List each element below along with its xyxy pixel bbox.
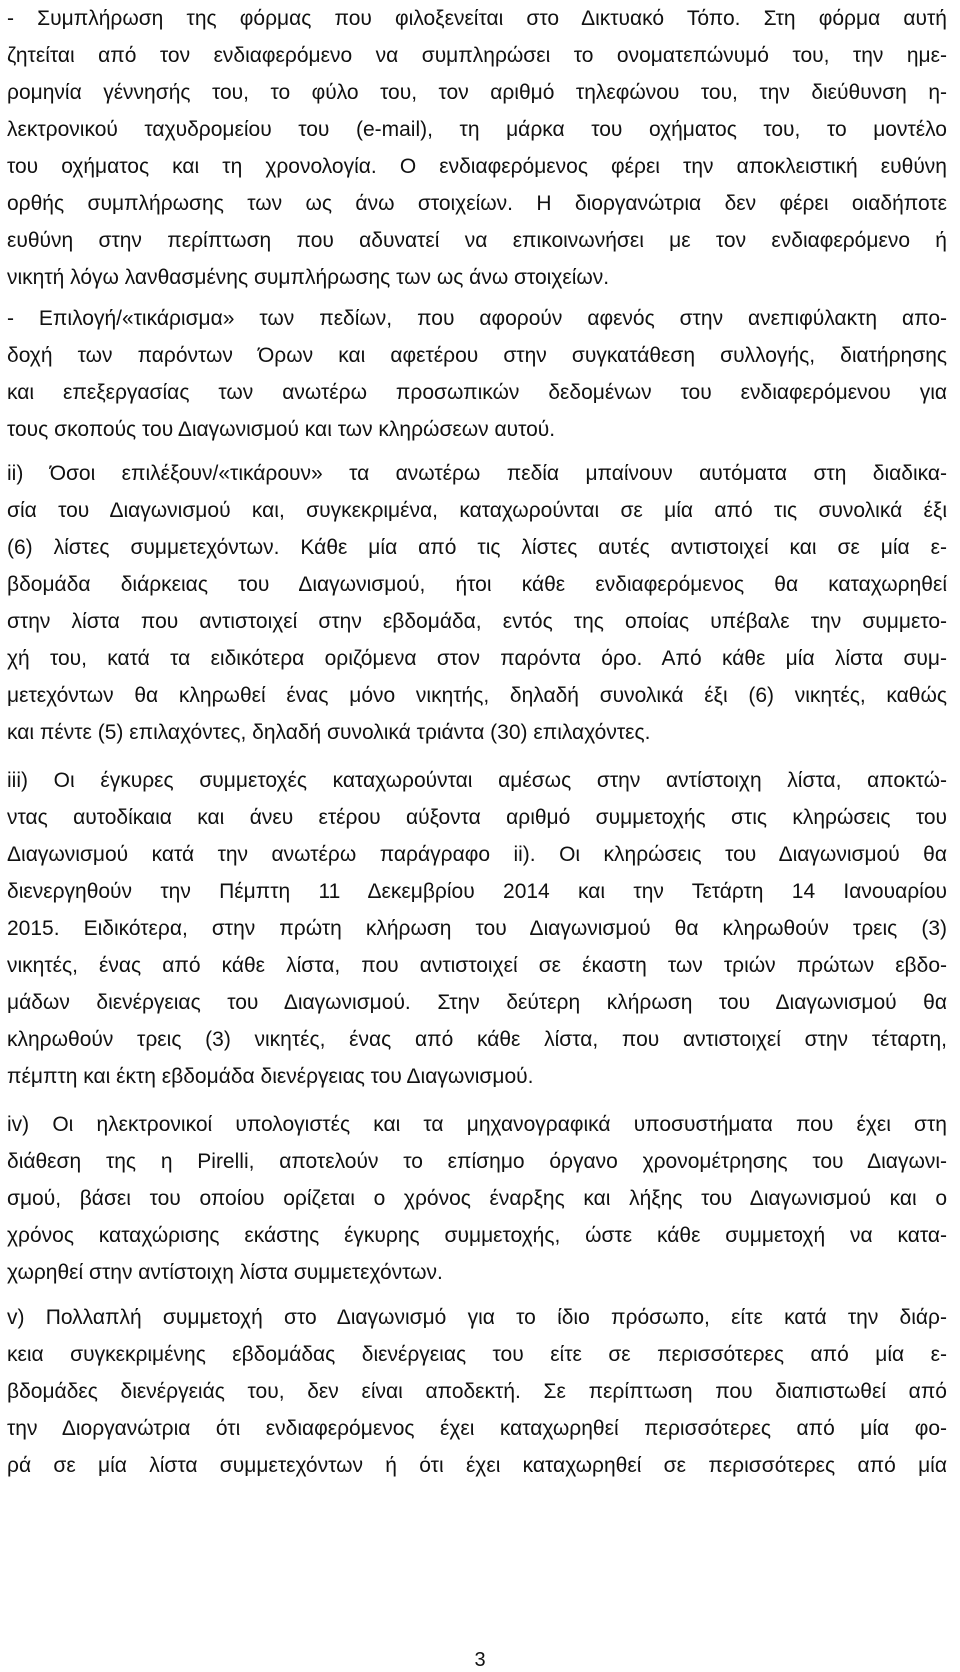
- text-line: νικητή λόγω λανθασμένης συμπλήρωσης των ως άνω στοιχείων.: [7, 266, 610, 289]
- text-line: χή του, κατά τα ειδικότερα οριζόμενα στον παρόντα όρο. Από κάθε μία λίστα συμ-: [7, 647, 947, 670]
- text-line: ζητείται από τον ενδιαφερόμενο να συμπληρώσει το ονοματεπώνυμό του, την ημε-: [7, 44, 947, 67]
- text-line: ρά σε μία λίστα συμμετεχόντων ή ότι έχει καταχωρηθεί σε περισσότερες από μία: [7, 1454, 947, 1477]
- text-line: ευθύνη στην περίπτωση που αδυνατεί να επικοινωνήσει με τον ενδιαφερόμενο ή: [7, 229, 947, 252]
- text-line: δοχή των παρόντων Όρων και αφετέρου στην συγκατάθεση συλλογής, διατήρησης: [7, 344, 947, 367]
- text-line: βδομάδες διενέργειάς του, δεν είναι αποδεκτή. Σε περίπτωση που διαπιστωθεί από: [7, 1380, 947, 1403]
- text-line: v) Πολλαπλή συμμετοχή στο Διαγωνισμό για το ίδιο πρόσωπο, είτε κατά την διάρ-: [7, 1306, 947, 1329]
- text-line: λεκτρονικού ταχυδρομείου του (e-mail), τη μάρκα του οχήματος του, το μοντέλο: [7, 118, 947, 141]
- text-line: και επεξεργασίας των ανωτέρω προσωπικών δεδομένων του ενδιαφερόμενου για: [7, 381, 947, 404]
- text-line: ii) Όσοι επιλέξουν/«τικάρουν» τα ανωτέρω πεδία μπαίνουν αυτόματα στη διαδικα-: [7, 462, 947, 485]
- text-line: 2015. Ειδικότερα, στην πρώτη κλήρωση του Διαγωνισμού θα κληρωθούν τρεις (3): [7, 917, 947, 940]
- paragraph-form-completion: [7, 0, 947, 296]
- text-line: ρομηνία γέννησής του, το φύλο του, τον αριθμό τηλεφώνου του, την διεύθυνση η-: [7, 81, 947, 104]
- text-line: διενεργηθούν την Πέμπτη 11 Δεκεμβρίου 2014 και την Τετάρτη 14 Ιανουαρίου: [7, 880, 947, 903]
- text-line: (6) λίστες συμμετεχόντων. Κάθε μία από τις λίστες αυτές αντιστοιχεί και σε μία ε-: [7, 536, 947, 559]
- text-line: πέμπτη και έκτη εβδομάδα διενέργειας του Διαγωνισμού.: [7, 1065, 534, 1088]
- text-line: ορθής συμπλήρωσης των ως άνω στοιχείων. Η διοργανώτρια δεν φέρει οιαδήποτε: [7, 192, 947, 215]
- text-line: iii) Οι έγκυρες συμμετοχές καταχωρούνται αμέσως στην αντίστοιχη λίστα, αποκτώ-: [7, 769, 947, 792]
- paragraph-iii: [7, 762, 947, 1095]
- text-line: κεια συγκεκριμένης εβδομάδας διενέργειας του είτε σε περισσότερες από μία ε-: [7, 1343, 947, 1366]
- paragraph-ii: [7, 455, 947, 751]
- paragraph-v: [7, 1299, 947, 1484]
- text-line: Διαγωνισμού κατά την ανωτέρω παράγραφο ii). Οι κληρώσεις του Διαγωνισμού θα: [7, 843, 947, 866]
- text-line: χωρηθεί στην αντίστοιχη λίστα συμμετεχόντων.: [7, 1261, 443, 1284]
- text-line: νικητές, ένας από κάθε λίστα, που αντιστοιχεί σε έκαστη των τριών πρώτων εβδο-: [7, 954, 947, 977]
- text-line: ντας αυτοδίκαια και άνευ ετέρου αύξοντα αριθμό συμμετοχής στις κληρώσεις του: [7, 806, 947, 829]
- text-line: σία του Διαγωνισμού και, συγκεκριμένα, καταχωρούνται σε μία από τις συνολικά έξι: [7, 499, 947, 522]
- text-line: iv) Οι ηλεκτρονικοί υπολογιστές και τα μηχανογραφικά υποσυστήματα που έχει στη: [7, 1113, 947, 1136]
- text-line: τους σκοπούς του Διαγωνισμού και των κληρώσεων αυτού.: [7, 418, 556, 441]
- text-line: την Διοργανώτρια ότι ενδιαφερόμενος έχει καταχωρηθεί περισσότερες από μία φο-: [7, 1417, 947, 1440]
- paragraph-field-selection: [7, 300, 947, 448]
- text-line: μετεχόντων θα κληρωθεί ένας μόνο νικητής, δηλαδή συνολικά έξι (6) νικητές, καθώς: [7, 684, 947, 707]
- text-line: διάθεση της η Pirelli, αποτελούν το επίσημο όργανο χρονομέτρησης του Διαγωνι-: [7, 1150, 947, 1173]
- text-line: - Συμπλήρωση της φόρμας που φιλοξενείται στο Δικτυακό Τόπο. Στη φόρμα αυτή: [7, 7, 947, 30]
- text-line: βδομάδα διάρκειας του Διαγωνισμού, ήτοι κάθε ενδιαφερόμενος θα καταχωρηθεί: [7, 573, 947, 596]
- page-number: 3: [474, 1649, 486, 1671]
- text-line: χρόνος καταχώρισης εκάστης έγκυρης συμμετοχής, ώστε κάθε συμμετοχή να κατα-: [7, 1224, 947, 1247]
- text-line: και πέντε (5) επιλαχόντες, δηλαδή συνολικά τριάντα (30) επιλαχόντες.: [7, 721, 651, 744]
- text-line: στην λίστα που αντιστοιχεί στην εβδομάδα, εντός της οποίας υπέβαλε την συμμετο-: [7, 610, 947, 633]
- text-line: κληρωθούν τρεις (3) νικητές, ένας από κάθε λίστα, που αντιστοιχεί στην τέταρτη,: [7, 1028, 947, 1051]
- text-line: μάδων διενέργειας του Διαγωνισμού. Στην δεύτερη κλήρωση του Διαγωνισμού θα: [7, 991, 947, 1014]
- text-line: σμού, βάσει του οποίου ορίζεται ο χρόνος έναρξης και λήξης του Διαγωνισμού και ο: [7, 1187, 947, 1210]
- text-line: - Επιλογή/«τικάρισμα» των πεδίων, που αφορούν αφενός στην ανεπιφύλακτη απο-: [7, 307, 947, 330]
- paragraph-iv: [7, 1106, 947, 1291]
- text-line: του οχήματος και τη χρονολογία. Ο ενδιαφερόμενος φέρει την αποκλειστική ευθύνη: [7, 155, 947, 178]
